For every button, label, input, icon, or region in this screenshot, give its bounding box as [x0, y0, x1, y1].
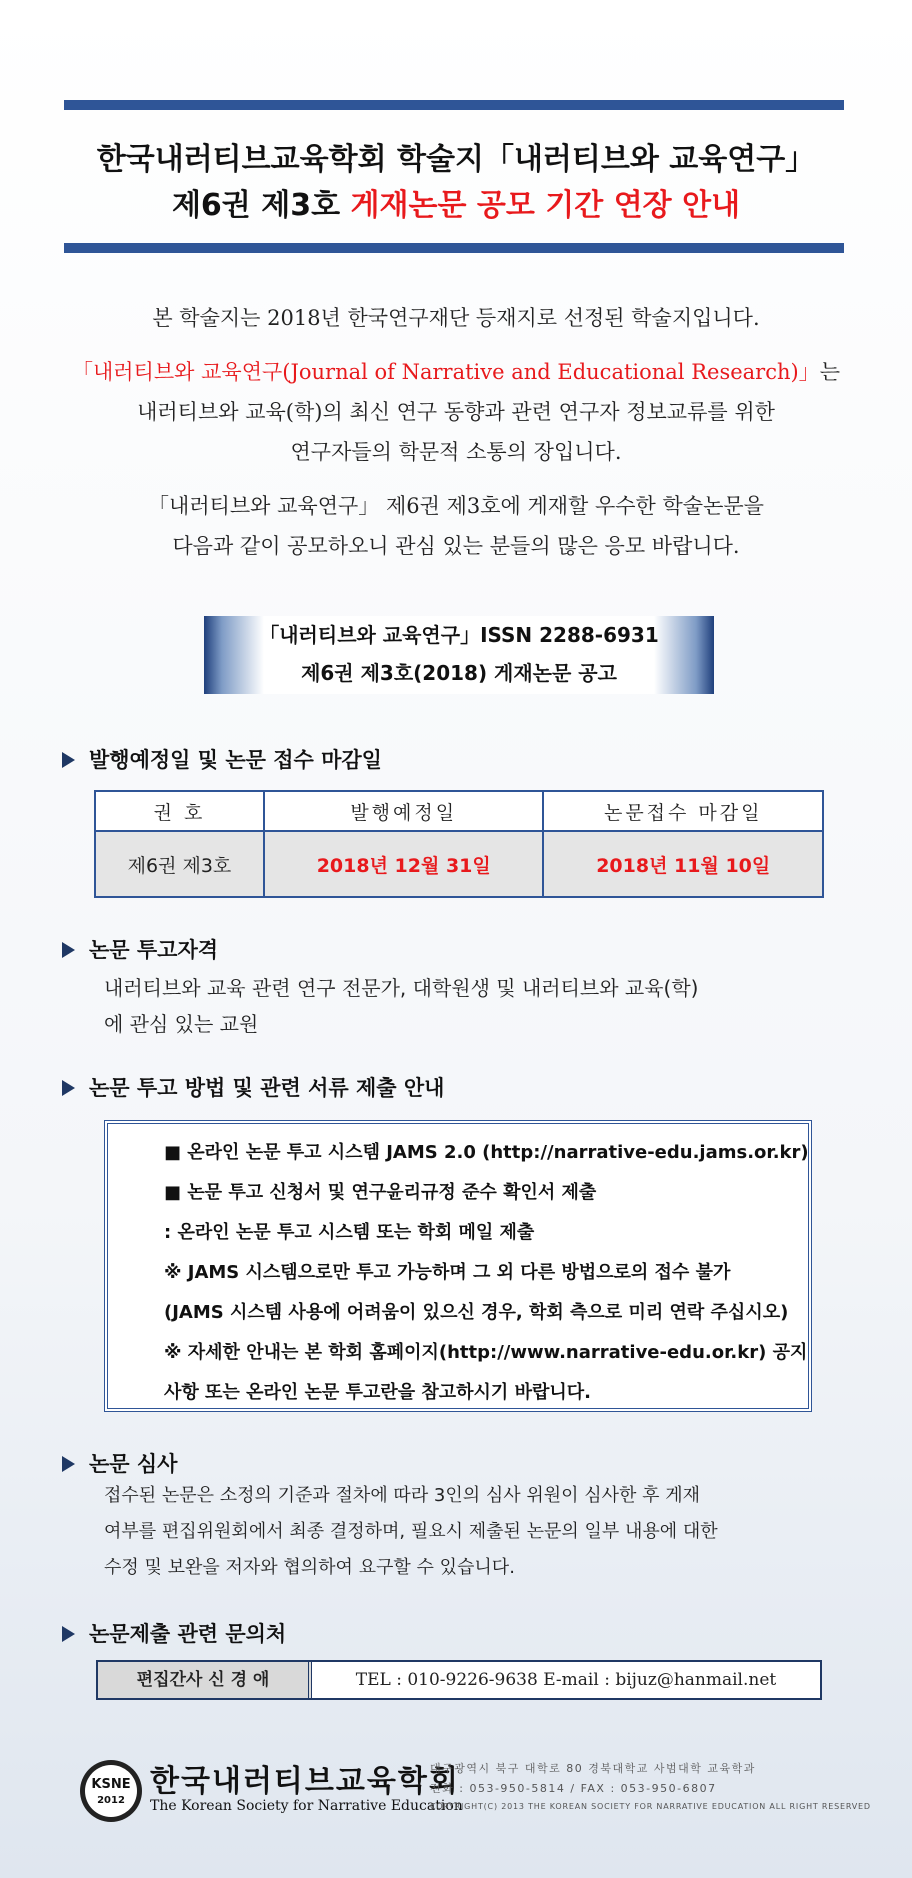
page-title-line1: 한국내러티브교육학회 학술지「내러티브와 교육연구」: [96, 142, 816, 177]
footer-phone: 전화 : 053-950-5814 / FAX : 053-950-6807: [430, 1782, 717, 1795]
triangle-bullet-icon: [62, 752, 75, 768]
contact-box: [96, 1660, 822, 1700]
section-schedule-label: 발행예정일 및 논문 접수 마감일: [89, 748, 382, 772]
journal-name: 「내러티브와 교육연구(Journal of Narrative and Educational Research)」: [72, 360, 820, 384]
title-prefix: 제6권 제3호: [171, 188, 341, 223]
schedule-table: [94, 790, 824, 898]
header-publish-date: 발행예정일: [264, 791, 544, 831]
method-line: ※ JAMS 시스템으로만 투고 가능하며 그 외 다른 방법으로의 접수 불가: [164, 1262, 731, 1283]
section-contact-title: [62, 1618, 286, 1648]
title-highlight: 게재논문 공모 기간 연장 안내: [350, 188, 741, 223]
page-title-line2: [0, 180, 912, 224]
qualification-line: 내러티브와 교육 관련 연구 전문가, 대학원생 및 내러티브와 교육(학): [104, 976, 699, 1000]
intro-p2a: [0, 352, 912, 392]
society-logo: [80, 1760, 142, 1822]
qualification-text: [104, 970, 824, 1042]
table-header-row: [95, 791, 823, 831]
section-contact-label: 논문제출 관련 문의처: [89, 1622, 287, 1646]
footer-copyright: COPYRIGHT(C) 2013 THE KOREAN SOCIETY FOR NARRATIVE EDUCATION ALL RIGHT RESERVED: [430, 1802, 871, 1811]
review-text: [104, 1478, 824, 1586]
intro-p2b: 내러티브와 교육(학)의 최신 연구 동향과 관련 연구자 정보교류를 위한: [137, 400, 775, 424]
method-line: ■ 논문 투고 신청서 및 연구윤리규정 준수 확인서 제출: [164, 1182, 597, 1203]
cell-deadline: 2018년 11월 10일: [543, 831, 823, 897]
intro-p2c: 연구자들의 학문적 소통의 장입니다.: [290, 440, 622, 464]
method-line: ※ 자세한 안내는 본 학회 홈페이지(http://www.narrative-edu.or.kr) 공지: [164, 1342, 808, 1363]
review-line: 접수된 논문은 소정의 기준과 절차에 따라 3인의 심사 위원이 심사한 후 게재: [104, 1485, 701, 1506]
intro-p1: 본 학술지는 2018년 한국연구재단 등재지로 선정된 학술지입니다.: [152, 306, 760, 330]
triangle-bullet-icon: [62, 1456, 75, 1472]
section-qualification-title: [62, 934, 218, 964]
intro-p2a-tail: 는: [819, 360, 840, 384]
banner-line1: 「내러티브와 교육연구」ISSN 2288-6931: [259, 623, 659, 647]
org-name-korean: 한국내러티브교육학회: [150, 1764, 460, 1799]
top-rule: [64, 100, 844, 110]
triangle-bullet-icon: [62, 1626, 75, 1642]
logo-text: KSNE: [91, 1777, 131, 1792]
method-line: ■ 온라인 논문 투고 시스템 JAMS 2.0 (http://narrative-edu.jams.or.kr): [164, 1142, 809, 1163]
triangle-bullet-icon: [62, 1080, 75, 1096]
method-line: (JAMS 시스템 사용에 어려움이 있으신 경우, 학회 측으로 미리 연락 주십시오): [164, 1302, 789, 1323]
org-name-english: The Korean Society for Narrative Education: [150, 1798, 463, 1814]
section-method-label: 논문 투고 방법 및 관련 서류 제출 안내: [89, 1076, 445, 1100]
section-method-title: [62, 1072, 444, 1102]
footer-address: 대구광역시 북구 대학로 80 경북대학교 사범대학 교육학과: [430, 1762, 756, 1775]
cell-publish-date: 2018년 12월 31일: [264, 831, 544, 897]
submission-info-box: [104, 1120, 812, 1412]
logo-year: 2012: [97, 1795, 125, 1806]
section-schedule-title: [62, 744, 382, 774]
method-line: : 온라인 논문 투고 시스템 또는 학회 메일 제출: [164, 1222, 535, 1243]
bottom-rule: [64, 243, 844, 253]
review-line: 여부를 편집위원회에서 최종 결정하며, 필요시 제출된 논문의 일부 내용에 대한: [104, 1521, 718, 1542]
review-line: 수정 및 보완을 저자와 협의하여 요구할 수 있습니다.: [104, 1557, 515, 1578]
triangle-bullet-icon: [62, 942, 75, 958]
section-review-label: 논문 심사: [89, 1452, 178, 1476]
contact-label: 편집간사 신 경 애: [98, 1662, 312, 1698]
section-qualification-label: 논문 투고자격: [89, 938, 219, 962]
banner-line2: 제6권 제3호(2018) 게재논문 공고: [301, 661, 617, 685]
header-volume: 권 호: [95, 791, 264, 831]
contact-value: TEL : 010-9226-9638 E-mail : bijuz@hanmail.net: [355, 1670, 777, 1690]
announcement-banner: [204, 616, 714, 694]
qualification-line: 에 관심 있는 교원: [104, 1012, 259, 1036]
method-line: 사항 또는 온라인 논문 투고란을 참고하시기 바랍니다.: [164, 1382, 591, 1403]
table-row: [95, 831, 823, 897]
header-deadline: 논문접수 마감일: [543, 791, 823, 831]
intro-p3b: 다음과 같이 공모하오니 관심 있는 분들의 많은 응모 바랍니다.: [172, 534, 740, 558]
section-review-title: [62, 1448, 177, 1478]
logo-inner: [85, 1765, 137, 1817]
cell-volume: 제6권 제3호: [95, 831, 264, 897]
intro-p3a: 「내러티브와 교육연구」 제6권 제3호에 게재할 우수한 학술논문을: [148, 494, 764, 518]
